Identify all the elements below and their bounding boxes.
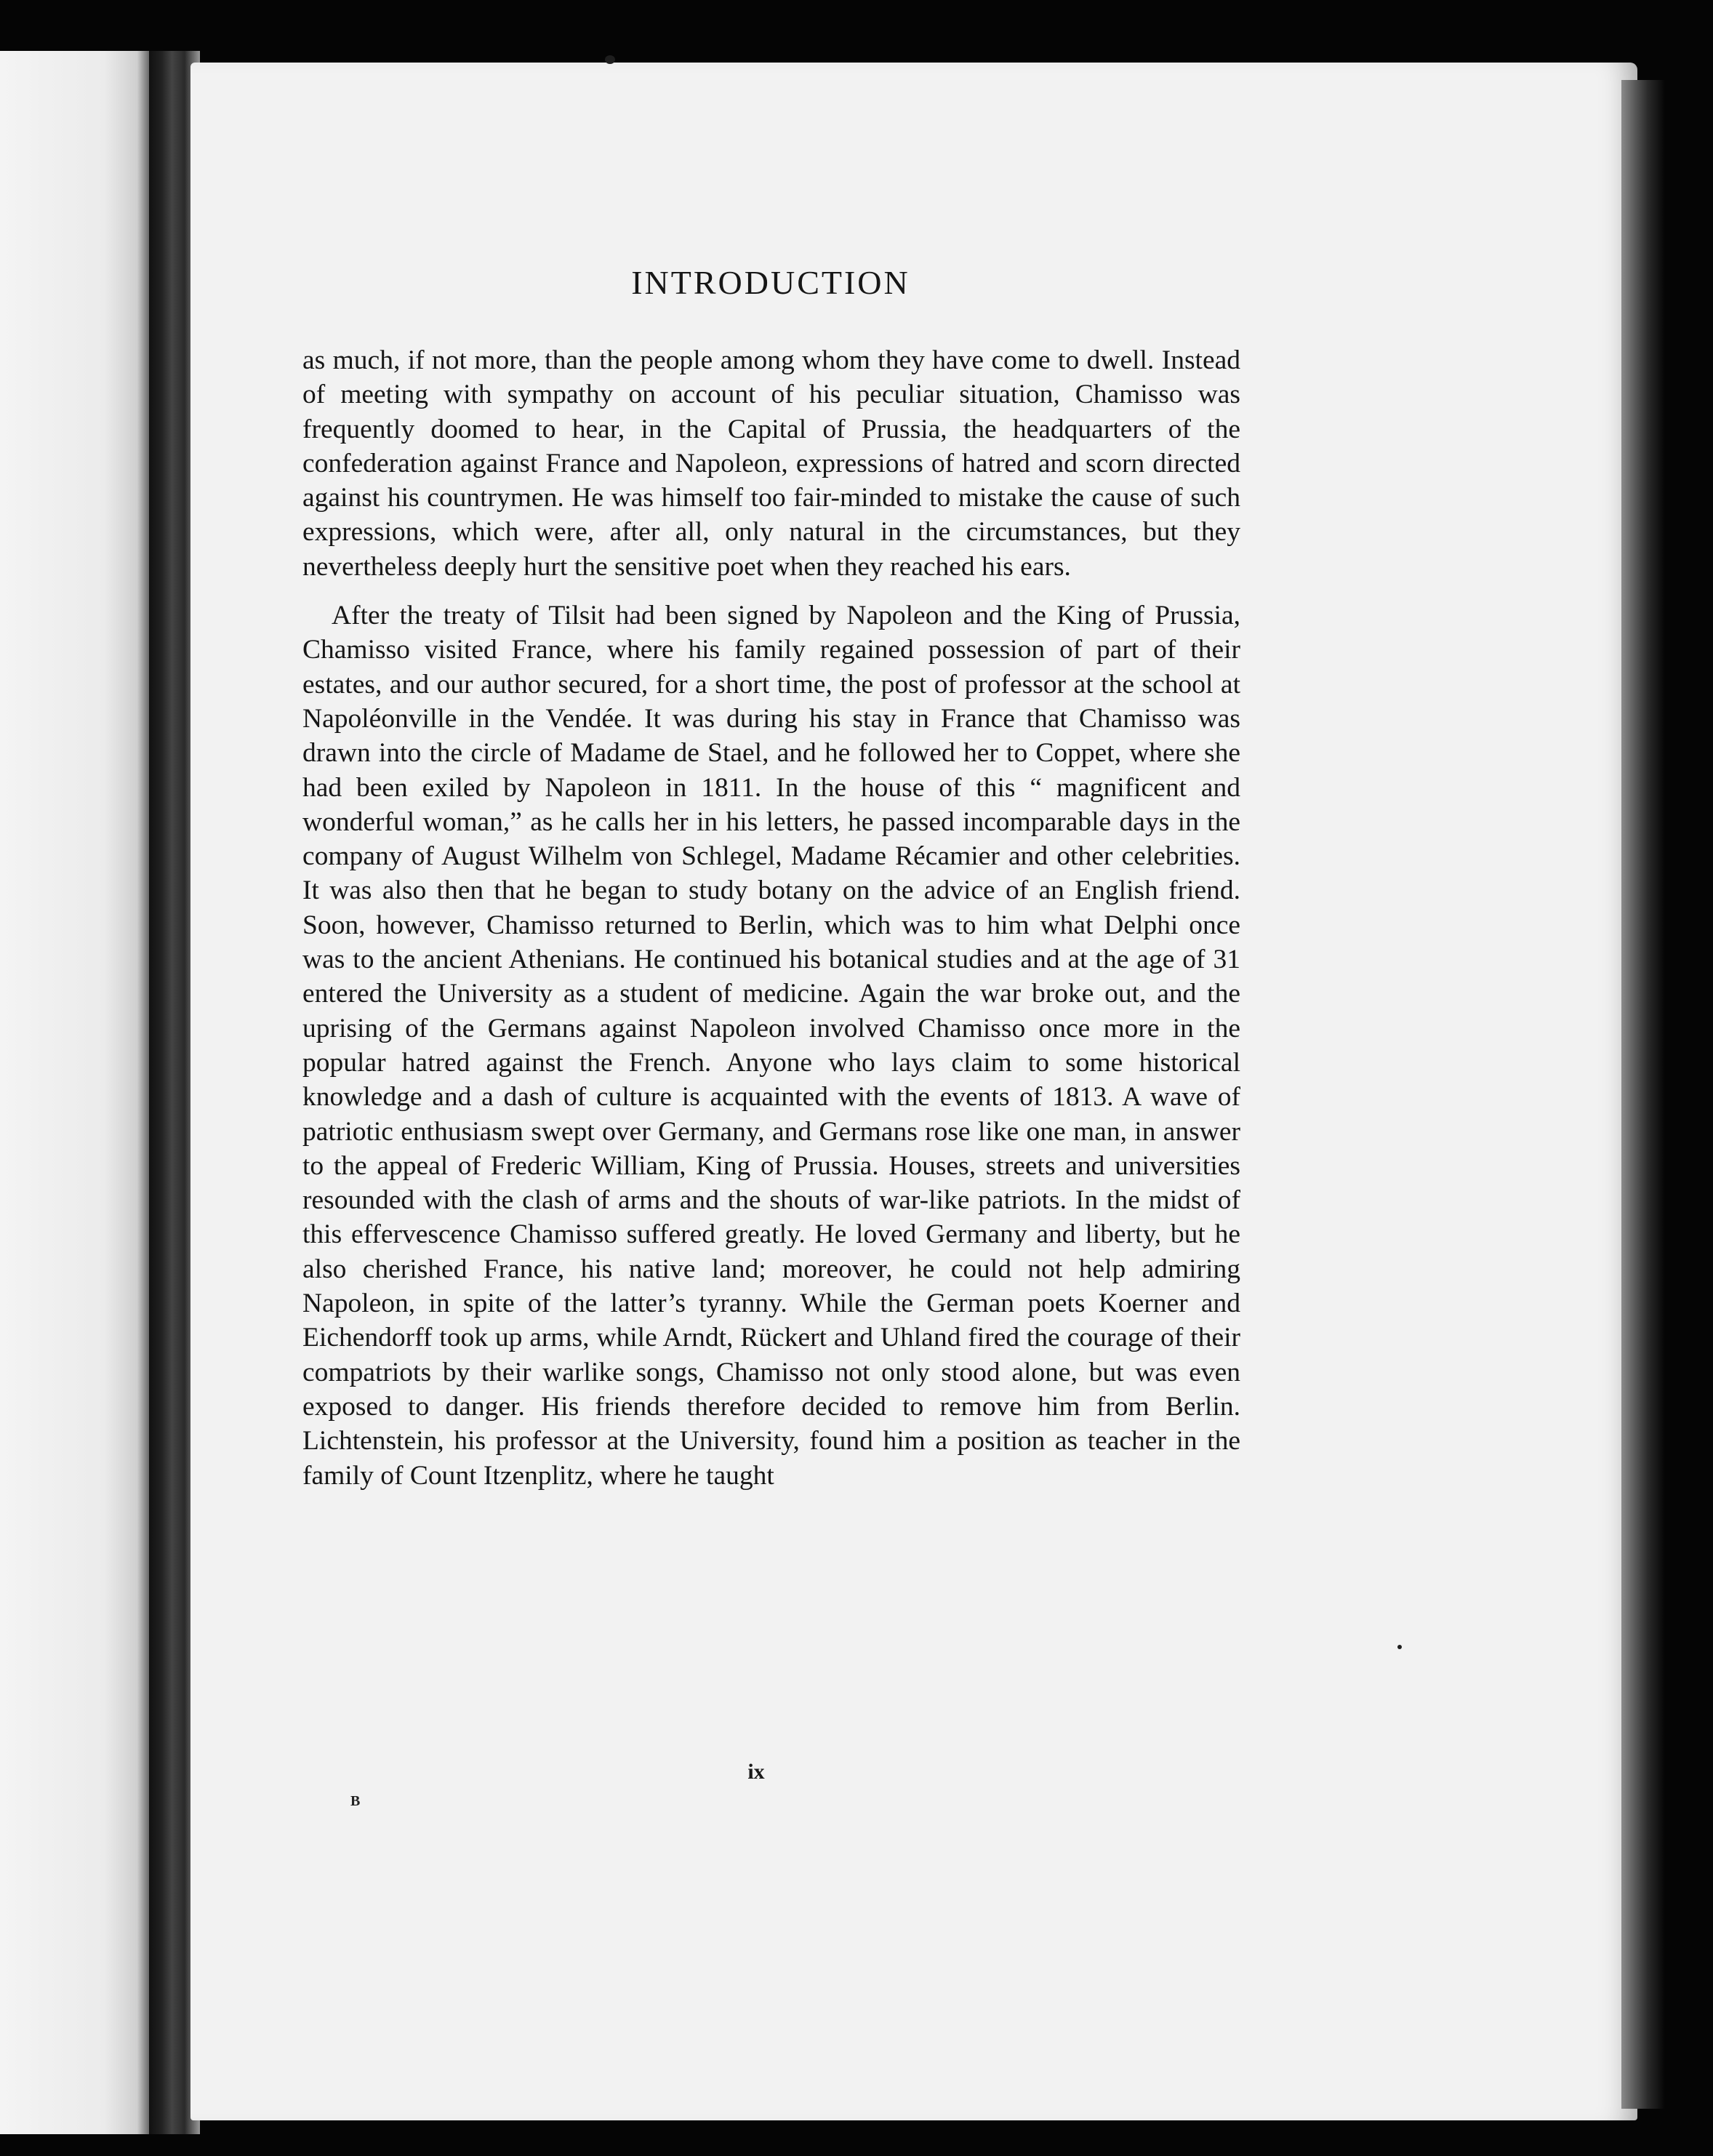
left-page-edge [0, 51, 149, 2134]
paragraph-2: After the treaty of Tilsit had been signed by Napoleon and the King of Prussia, Chamisso visited France, where his family regained possession of part of their estates, and our author secured, for a short time, the post of professor at the school at Napoléonville in the Vendée. It was during his stay in France that Chamisso was drawn into the circle of Madame de Stael, and he followed her to Coppet, where she had been exiled by Napoleon in 1811. In the house of this “ magnificent and wonderful woman,” as he calls her in his letters, he passed incomparable days in the company of August Wilhelm von Schlegel, Madame Récamier and other celebrities. It was also then that he began to study botany on the advice of an English friend. Soon, however, Chamisso returned to Berlin, which was to him what Delphi once was to the ancient Athenians. He continued his botanical studies and at the age of 31 entered the University as a student of medicine. Again the war broke out, and the uprising of the Germans against Napoleon involved Chamisso once more in the popular hatred against the French. Anyone who lays claim to some historical knowledge and a dash of culture is acquainted with the events of 1813. A wave of patriotic enthusiasm swept over Germany, and Germans rose like one man, in answer to the appeal of Frederic William, King of Prussia. Houses, streets and universities resounded with the clash of arms and the shouts of war-like patriots. In the midst of this effervescence Chamisso suffered greatly. He loved Germany and liberty, but he also cherished France, his native land; moreover, he could not help admiring Napoleon, in spite of the latter’s tyranny. While the German poets Koerner and Eichendorff took up arms, while Arndt, Rückert and Uhland fired the courage of their compatriots by their warlike songs, Chamisso not only stood alone, but was even exposed to danger. His friends therefore decided to remove him from Berlin. Lichtenstein, his professor at the University, found him a position as teacher in the family of Count Itzenplitz, where he taught [302, 601, 1240, 1491]
paragraph-1: as much, if not more, than the people among whom they have come to dwell. Instead of meeting with sympathy on account of his peculiar situation, Chamisso was frequently doomed to hear, in the Capital of Prussia, the headquarters of the confederation against France and Napoleon, expressions of hatred and scorn directed against his countrymen. He was himself too fair-minded to mistake the cause of such expressions, which were, after all, only natural in the circumstances, but they nevertheless deeply hurt the sensitive poet when they reached his ears. [302, 345, 1240, 582]
signature-mark: B [350, 1793, 361, 1809]
page-number: ix [747, 1760, 765, 1784]
page-heading: INTRODUCTION [631, 264, 910, 301]
body-text [302, 343, 1240, 1493]
dust-speck [1397, 1645, 1402, 1649]
page-right-edge [1621, 80, 1665, 2109]
dust-speck [605, 55, 615, 64]
